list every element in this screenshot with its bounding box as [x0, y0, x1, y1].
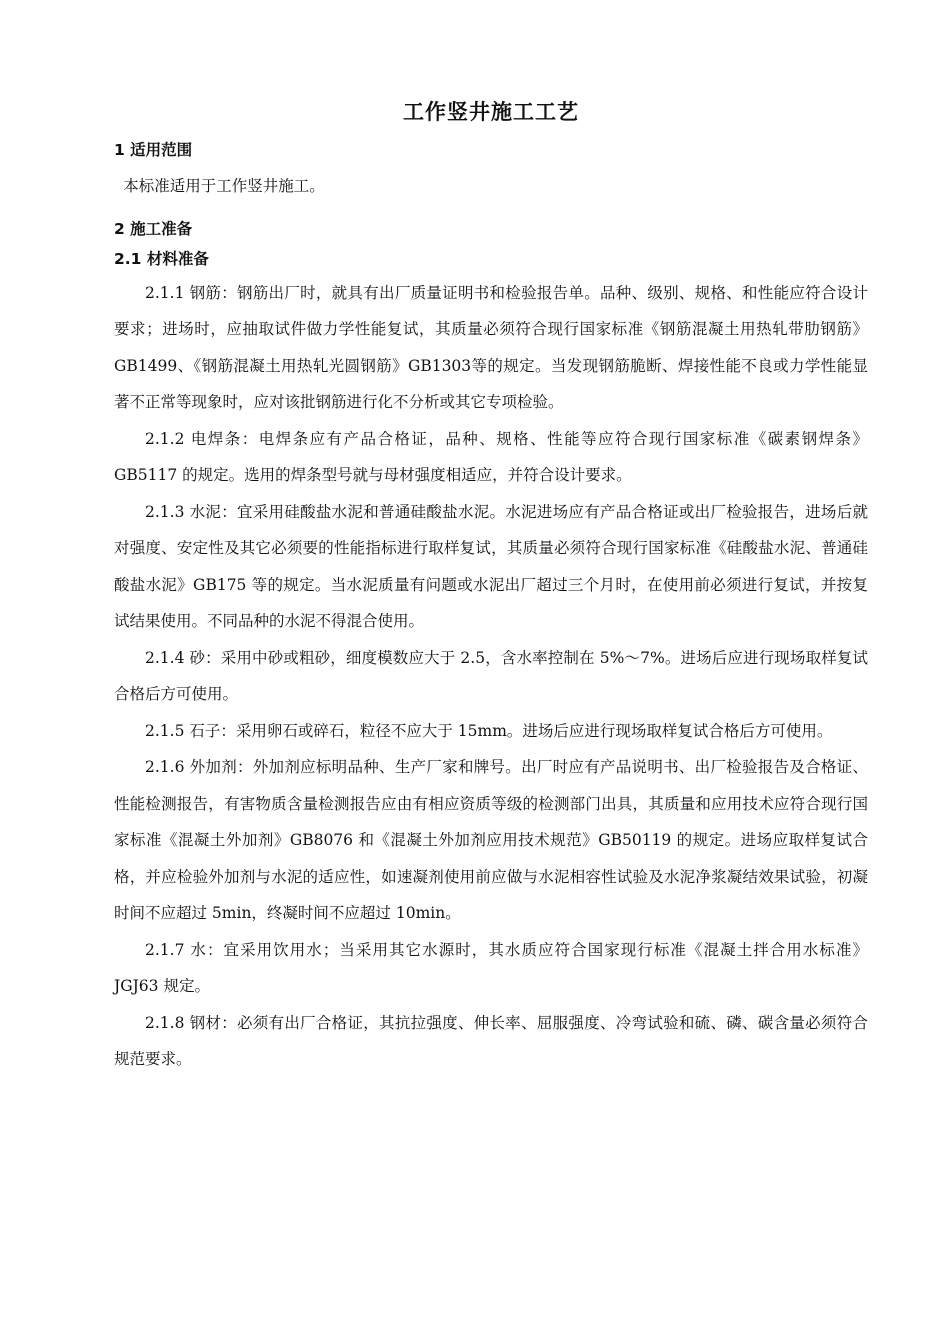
paragraph-cement: 2.1.3 水泥：宜采用硅酸盐水泥和普通硅酸盐水泥。水泥进场应有产品合格证或出厂检验报告，进场后就对强度、安定性及其它必须要的性能指标进行取样复试，其质量必须符合现行国家标准《硅酸盐水泥、普通硅酸盐水泥》GB175 等的规定。当水泥质量有问题或水泥出厂超过三个月时，在使用前必须进行复试，并按复试结果使用。不同品种的水泥不得混合使用。 [114, 502, 868, 630]
paragraph-electrode: 2.1.2 电焊条：电焊条应有产品合格证，品种、规格、性能等应符合现行国家标准《碳素钢焊条》GB5117 的规定。选用的焊条型号就与母材强度相适应，并符合设计要求。 [114, 429, 868, 484]
paragraph-rebar: 2.1.1 钢筋：钢筋出厂时，就具有出厂质量证明书和检验报告单。品种、级别、规格、和性能应符合设计要求；进场时，应抽取试件做力学性能复试，其质量必须符合现行国家标准《钢筋混凝土用热轧带肋钢筋》GB1499、《钢筋混凝土用热轧光圆钢筋》GB1303等的规定。当发现钢筋脆断、焊接性能不良或力学性能显著不正常等现象时，应对该批钢筋进行化不分析或其它专项检验。 [114, 283, 868, 411]
paragraph-water: 2.1.7 水：宜采用饮用水；当采用其它水源时，其水质应符合国家现行标准《混凝土拌合用水标准》JGJ63 规定。 [114, 940, 868, 995]
paragraph-admixture: 2.1.6 外加剂：外加剂应标明品种、生产厂家和牌号。出厂时应有产品说明书、出厂检验报告及合格证、性能检测报告，有害物质含量检测报告应由有相应资质等级的检测部门出具，其质量和应用技术应符合现行国家标准《混凝土外加剂》GB8076 和《混凝土外加剂应用技术规范》GB50119 的规定。进场应取样复试合格，并应检验外加剂与水泥的适应性，如速凝剂使用前应做与水泥相容性试验及水泥净浆凝结效果试验，初凝时间不应超过 5min，终凝时间不应超过 10min。 [114, 758, 868, 922]
paragraph-steel: 2.1.8 钢材：必须有出厂合格证，其抗拉强度、伸长率、屈服强度、冷弯试验和硫、磷、碳含量必须符合规范要求。 [114, 1013, 868, 1068]
section-heading-preparation: 2 施工准备 [114, 219, 193, 238]
scope-paragraph: 本标准适用于工作竖井施工。 [123, 177, 325, 195]
subsection-heading-materials: 2.1 材料准备 [114, 249, 209, 268]
page-title: 工作竖井施工工艺 [403, 100, 579, 124]
section-heading-scope: 1 适用范围 [114, 141, 193, 159]
paragraph-sand: 2.1.4 砂：采用中砂或粗砂，细度模数应大于 2.5，含水率控制在 5%～7%。进场后应进行现场取样复试合格后方可使用。 [114, 648, 868, 703]
paragraph-stone: 2.1.5 石子：采用卵石或碎石，粒径不应大于 15mm。进场后应进行现场取样复试合格后方可使用。 [145, 721, 833, 740]
